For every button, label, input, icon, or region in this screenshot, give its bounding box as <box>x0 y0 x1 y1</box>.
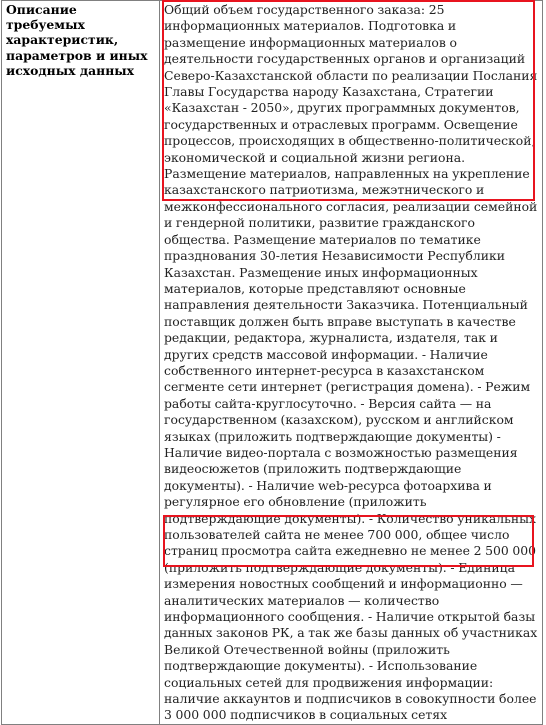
row-label: Описание требуемых характеристик, параметров и иных исходных данных <box>6 2 148 78</box>
row-description: Общий объем государственного заказа: 25 информационных материалов. Подготовка и размещение информационных материалов о деятельности государственных органов и организаций Северо-Казахстанской области по реализации Послания Главы Государства народу Казахстана, Стратегии «Казахстан - 2050», других программных документов, государственных и отраслевых программ. Освещение процессов, происходящих в общественно-политической, экономической и социальной жизни региона. Размещение материалов, направленных на укрепление казахстанского патриотизма, межэтнического и межконфессионального согласия, реализации семейной и гендерной политики, развитие гражданского общества. Размещение материалов по тематике празднования 30-летия Независимости Республики Казахстан. Размещение иных информационных материалов, которые представляют основные направления деятельности Заказчика. Потенциальный поставщик должен быть вправе выступать в качестве редакции, редактора, журналиста, издателя, так и других средств массовой информации. - Наличие собственного интернет-ресурса в казахстанском сегменте сети интернет (регистрация домена). - Режим работы сайта-круглосуточно. - Версия сайта — на государственном (казахском), русском и английском языках (приложить подтверждающие документы) - Наличие видео-портала с возможностью размещения видеосюжетов (приложить подтверждающие документы). - Наличие web-ресурса фотоархива и регулярное его обновление (приложить подтверждающие документы). - Количество уникальных пользователей сайта не менее 700 000, общее число страниц просмотра сайта ежедневно не менее 2 500 000 (приложить подтверждающие документы). - Единица измерения новостных сообщений и информационно — аналитических материалов — количество информационного сообщения. - Наличие открытой базы данных законов РК, а так же базы данных об участниках Великой Отечественной войны (приложить подтверждающие документы). - Использование социальных сетей для продвижения информации: наличие аккаунтов и подписчиков в совокупности более 3 000 000 подписчиков в социальных сетях <box>164 2 538 723</box>
label-cell <box>2 1 160 725</box>
table-row <box>2 1 543 725</box>
specification-table <box>1 0 543 725</box>
description-cell <box>160 1 543 725</box>
